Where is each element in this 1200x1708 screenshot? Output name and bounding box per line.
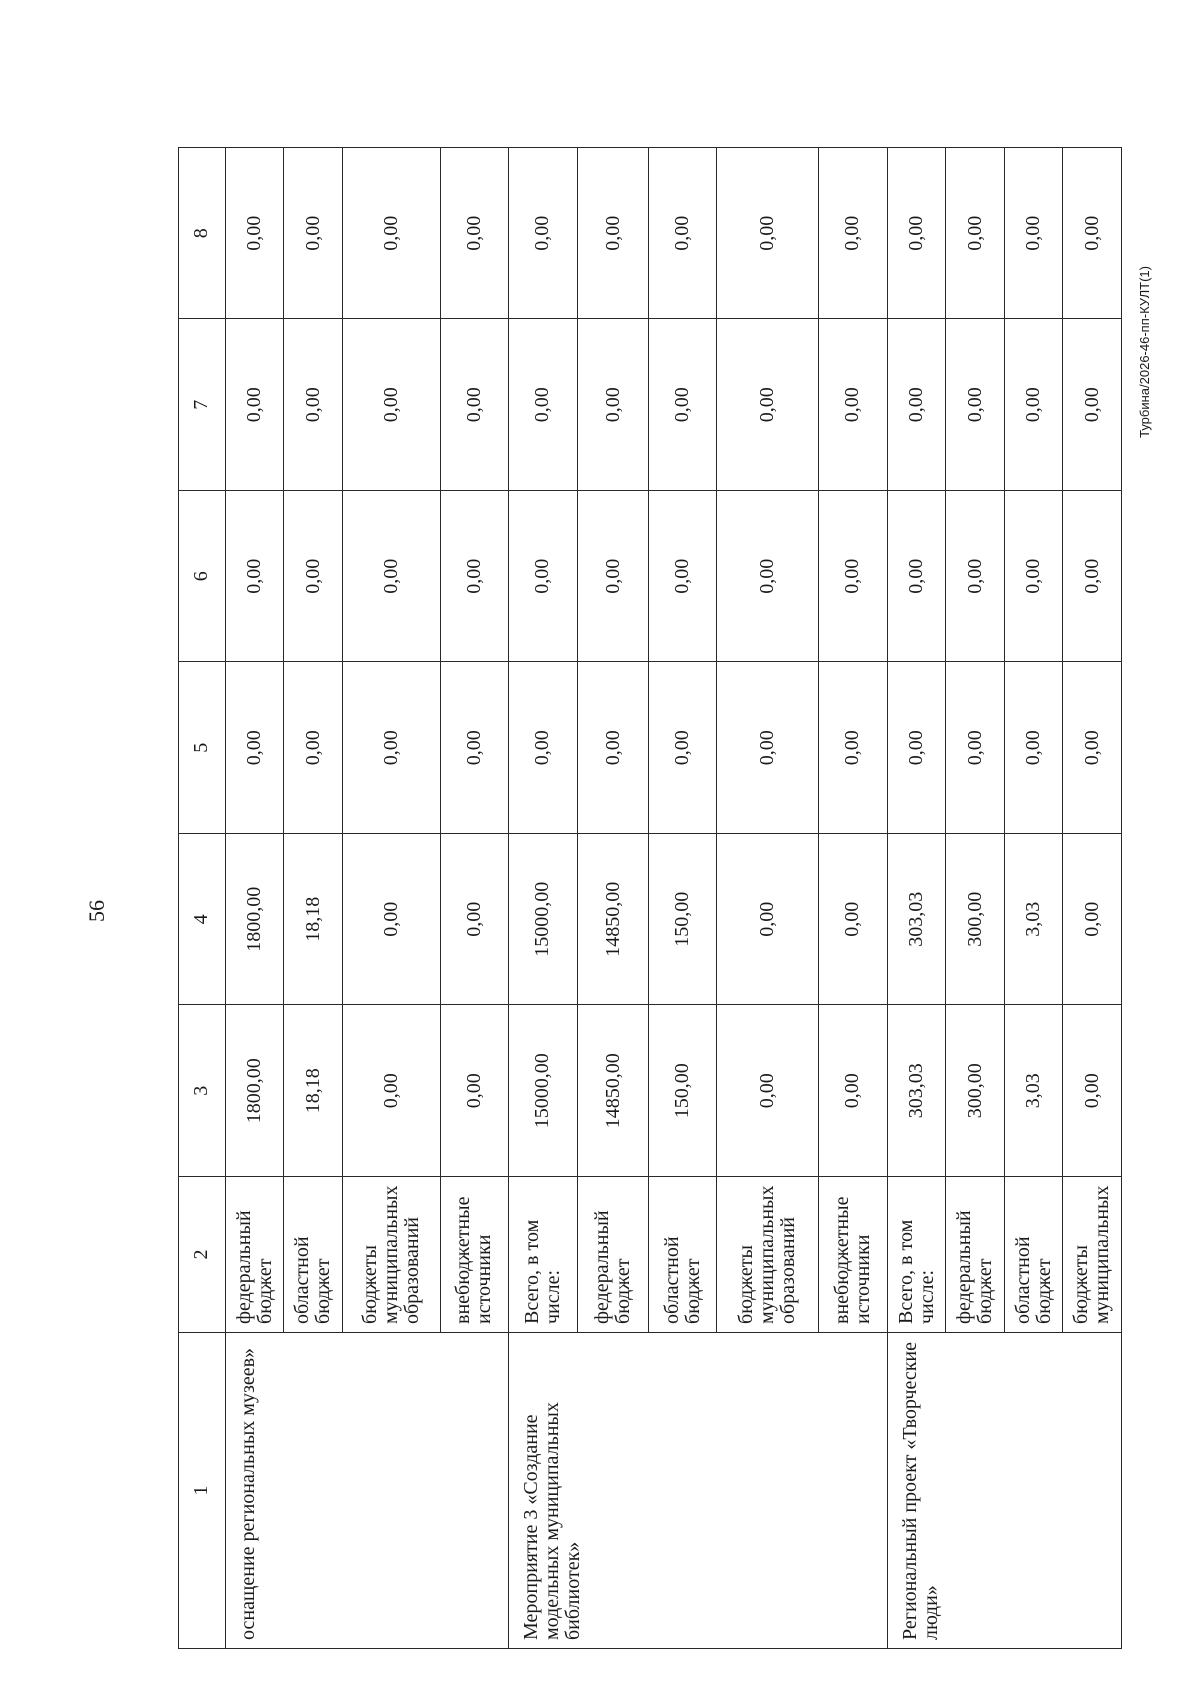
amount-cell: 0,00 <box>342 491 440 663</box>
measure-name-cell: оснащение региональных музеев» <box>225 1333 508 1649</box>
amount-cell: 0,00 <box>225 491 284 663</box>
amount-cell: 0,00 <box>342 834 440 1006</box>
amount-cell: 14850,00 <box>578 834 649 1006</box>
amount-cell: 3,03 <box>1004 834 1063 1006</box>
amount-cell: 0,00 <box>1004 662 1063 834</box>
amount-cell: 15000,00 <box>508 834 577 1006</box>
amount-cell: 18,18 <box>284 834 343 1006</box>
amount-cell: 0,00 <box>578 491 649 663</box>
amount-cell: 0,00 <box>284 319 343 491</box>
amount-cell: 0,00 <box>717 1005 818 1177</box>
funding-source-cell: областной бюджет <box>1004 1177 1063 1333</box>
amount-cell: 0,00 <box>818 148 887 320</box>
measure-name-cell: Региональный проект «Творческие люди» <box>887 1333 1121 1649</box>
amount-cell: 0,00 <box>887 319 946 491</box>
amount-cell: 0,00 <box>717 491 818 663</box>
funding-source-cell: областной бюджет <box>649 1177 717 1333</box>
amount-cell: 0,00 <box>342 148 440 320</box>
amount-cell: 0,00 <box>440 148 508 320</box>
header-cell: 1 <box>179 1333 226 1649</box>
amount-cell: 0,00 <box>946 662 1005 834</box>
amount-cell: 0,00 <box>342 319 440 491</box>
funding-source-cell: федеральный бюджет <box>225 1177 284 1333</box>
budget-table <box>178 147 1122 1649</box>
amount-cell: 0,00 <box>717 834 818 1006</box>
amount-cell: 300,00 <box>946 834 1005 1006</box>
amount-cell: 0,00 <box>284 491 343 663</box>
amount-cell: 18,18 <box>284 1005 343 1177</box>
table-row <box>225 148 284 1649</box>
amount-cell: 0,00 <box>342 662 440 834</box>
amount-cell: 0,00 <box>1063 491 1122 663</box>
amount-cell: 0,00 <box>887 491 946 663</box>
amount-cell: 0,00 <box>440 662 508 834</box>
amount-cell: 1800,00 <box>225 834 284 1006</box>
table-row <box>887 148 946 1649</box>
amount-cell: 0,00 <box>649 491 717 663</box>
amount-cell: 0,00 <box>649 662 717 834</box>
amount-cell: 150,00 <box>649 834 717 1006</box>
amount-cell: 0,00 <box>440 1005 508 1177</box>
amount-cell: 0,00 <box>1063 662 1122 834</box>
amount-cell: 1800,00 <box>225 1005 284 1177</box>
amount-cell: 0,00 <box>508 491 577 663</box>
amount-cell: 303,03 <box>887 834 946 1006</box>
header-cell: 6 <box>179 491 226 663</box>
amount-cell: 0,00 <box>717 148 818 320</box>
amount-cell: 0,00 <box>1004 491 1063 663</box>
amount-cell: 14850,00 <box>578 1005 649 1177</box>
amount-cell: 0,00 <box>508 148 577 320</box>
amount-cell: 303,03 <box>887 1005 946 1177</box>
funding-source-cell: бюджеты муниципальных образований <box>342 1177 440 1333</box>
funding-source-cell: федеральный бюджет <box>946 1177 1005 1333</box>
amount-cell: 0,00 <box>887 148 946 320</box>
amount-cell: 150,00 <box>649 1005 717 1177</box>
amount-cell: 0,00 <box>578 319 649 491</box>
amount-cell: 0,00 <box>887 662 946 834</box>
amount-cell: 0,00 <box>946 491 1005 663</box>
amount-cell: 0,00 <box>342 1005 440 1177</box>
amount-cell: 0,00 <box>818 319 887 491</box>
amount-cell: 0,00 <box>578 148 649 320</box>
amount-cell: 0,00 <box>818 1005 887 1177</box>
page-number: 56 <box>84 900 109 922</box>
amount-cell: 0,00 <box>946 319 1005 491</box>
amount-cell: 0,00 <box>284 662 343 834</box>
amount-cell: 0,00 <box>818 491 887 663</box>
header-cell: 5 <box>179 662 226 834</box>
measure-name-cell: Мероприятие 3 «Создание модельных муниципальных библиотек» <box>508 1333 887 1649</box>
amount-cell: 0,00 <box>818 662 887 834</box>
amount-cell: 300,00 <box>946 1005 1005 1177</box>
amount-cell: 0,00 <box>508 662 577 834</box>
amount-cell: 0,00 <box>284 148 343 320</box>
amount-cell: 0,00 <box>946 148 1005 320</box>
amount-cell: 0,00 <box>1063 834 1122 1006</box>
amount-cell: 0,00 <box>649 148 717 320</box>
header-cell: 8 <box>179 148 226 320</box>
amount-cell: 0,00 <box>440 491 508 663</box>
funding-source-cell: Всего, в том числе: <box>508 1177 577 1333</box>
amount-cell: 0,00 <box>717 662 818 834</box>
funding-source-cell: внебюджетные источники <box>818 1177 887 1333</box>
table-row <box>508 148 577 1649</box>
amount-cell: 0,00 <box>1004 148 1063 320</box>
amount-cell: 0,00 <box>508 319 577 491</box>
amount-cell: 0,00 <box>225 319 284 491</box>
funding-source-cell: Всего, в том числе: <box>887 1177 946 1333</box>
header-row <box>179 148 226 1649</box>
amount-cell: 0,00 <box>440 319 508 491</box>
document-code: Турбина/2026-46-пп-КУЛТ(1) <box>1137 266 1152 438</box>
funding-source-cell: внебюджетные источники <box>440 1177 508 1333</box>
amount-cell: 0,00 <box>1063 1005 1122 1177</box>
amount-cell: 3,03 <box>1004 1005 1063 1177</box>
amount-cell: 0,00 <box>578 662 649 834</box>
header-cell: 7 <box>179 319 226 491</box>
header-cell: 2 <box>179 1177 226 1333</box>
funding-source-cell: областной бюджет <box>284 1177 343 1333</box>
budget-table-container <box>178 148 1122 1649</box>
amount-cell: 0,00 <box>1004 319 1063 491</box>
amount-cell: 0,00 <box>225 662 284 834</box>
amount-cell: 0,00 <box>818 834 887 1006</box>
funding-source-cell: федеральный бюджет <box>578 1177 649 1333</box>
amount-cell: 0,00 <box>649 319 717 491</box>
funding-source-cell: бюджеты муниципальных образований <box>717 1177 818 1333</box>
header-cell: 4 <box>179 834 226 1006</box>
funding-source-cell: бюджеты муниципальных <box>1063 1177 1122 1333</box>
header-cell: 3 <box>179 1005 226 1177</box>
amount-cell: 15000,00 <box>508 1005 577 1177</box>
amount-cell: 0,00 <box>225 148 284 320</box>
amount-cell: 0,00 <box>440 834 508 1006</box>
amount-cell: 0,00 <box>717 319 818 491</box>
amount-cell: 0,00 <box>1063 148 1122 320</box>
amount-cell: 0,00 <box>1063 319 1122 491</box>
